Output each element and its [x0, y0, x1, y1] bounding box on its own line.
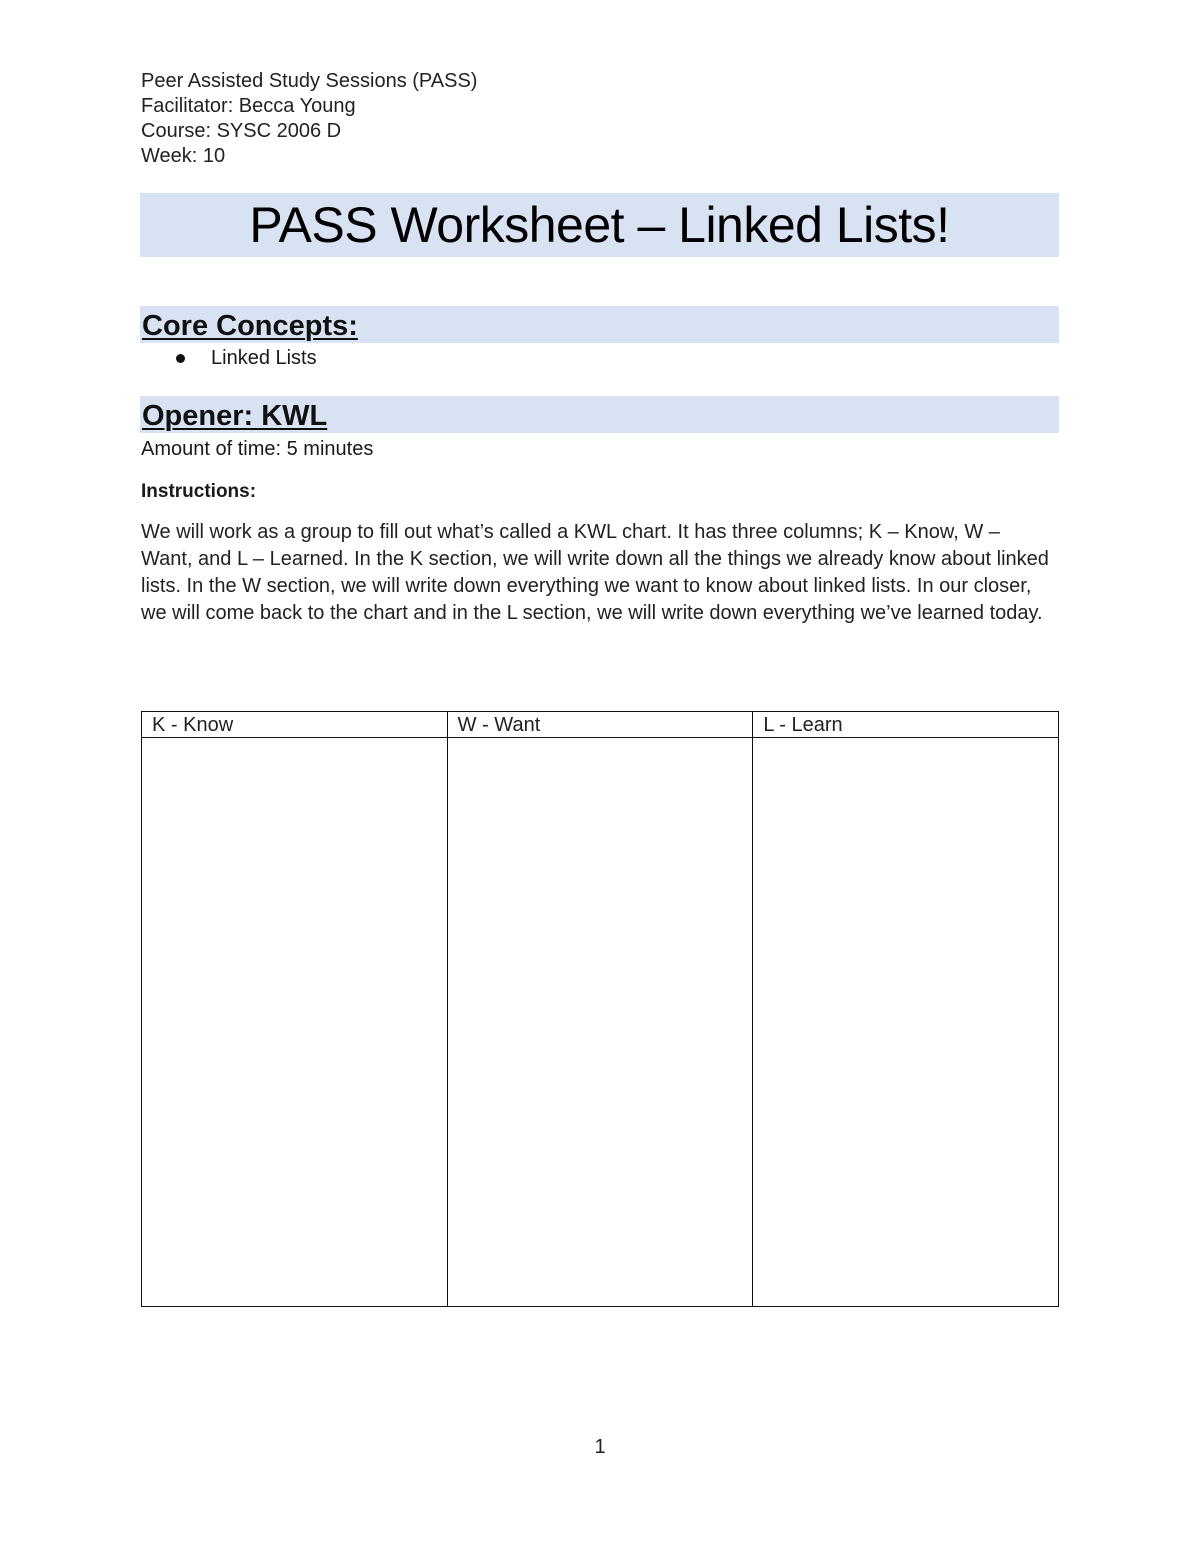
- page-title: PASS Worksheet – Linked Lists!: [249, 197, 950, 253]
- page-number: 1: [594, 1436, 606, 1458]
- kwl-know-cell[interactable]: [142, 738, 448, 1307]
- core-concepts-list: [170, 346, 317, 370]
- document-header: [141, 69, 477, 169]
- kwl-chart: [141, 711, 1059, 1307]
- facilitator-line: Facilitator: Becca Young: [141, 95, 356, 117]
- kwl-column-know: K - Know: [142, 712, 448, 738]
- bullet-icon: [176, 354, 185, 363]
- core-concepts-banner: [140, 306, 1059, 343]
- kwl-learn-cell[interactable]: [753, 738, 1059, 1307]
- kwl-column-learn: L - Learn: [753, 712, 1059, 738]
- week-line: Week: 10: [141, 145, 226, 167]
- kwl-want-cell[interactable]: [447, 738, 753, 1307]
- opener-heading: Opener: KWL: [142, 400, 328, 432]
- list-item: [170, 346, 317, 370]
- instructions-label: Instructions:: [141, 481, 257, 502]
- list-item-label: Linked Lists: [211, 347, 317, 369]
- core-concepts-heading: Core Concepts:: [142, 310, 358, 342]
- kwl-body-row: [142, 738, 1059, 1307]
- time-allotment: Amount of time: 5 minutes: [141, 438, 374, 460]
- program-name: Peer Assisted Study Sessions (PASS): [141, 70, 478, 92]
- kwl-header-row: [142, 712, 1059, 738]
- title-banner: [140, 193, 1059, 257]
- kwl-column-want: W - Want: [447, 712, 753, 738]
- instructions-text: We will work as a group to fill out what’s called a KWL chart. It has three columns; K – Know, W – Want, and L – Learned. In the K section, we will write down all the things we already know about linked lists. In the W section, we will write down everything we want to know about linked lists. In our closer, we will come back to the chart and in the L section, we will write down everything we’ve learned today.: [141, 521, 1049, 624]
- course-line: Course: SYSC 2006 D: [141, 120, 342, 142]
- opener-banner: [140, 396, 1059, 433]
